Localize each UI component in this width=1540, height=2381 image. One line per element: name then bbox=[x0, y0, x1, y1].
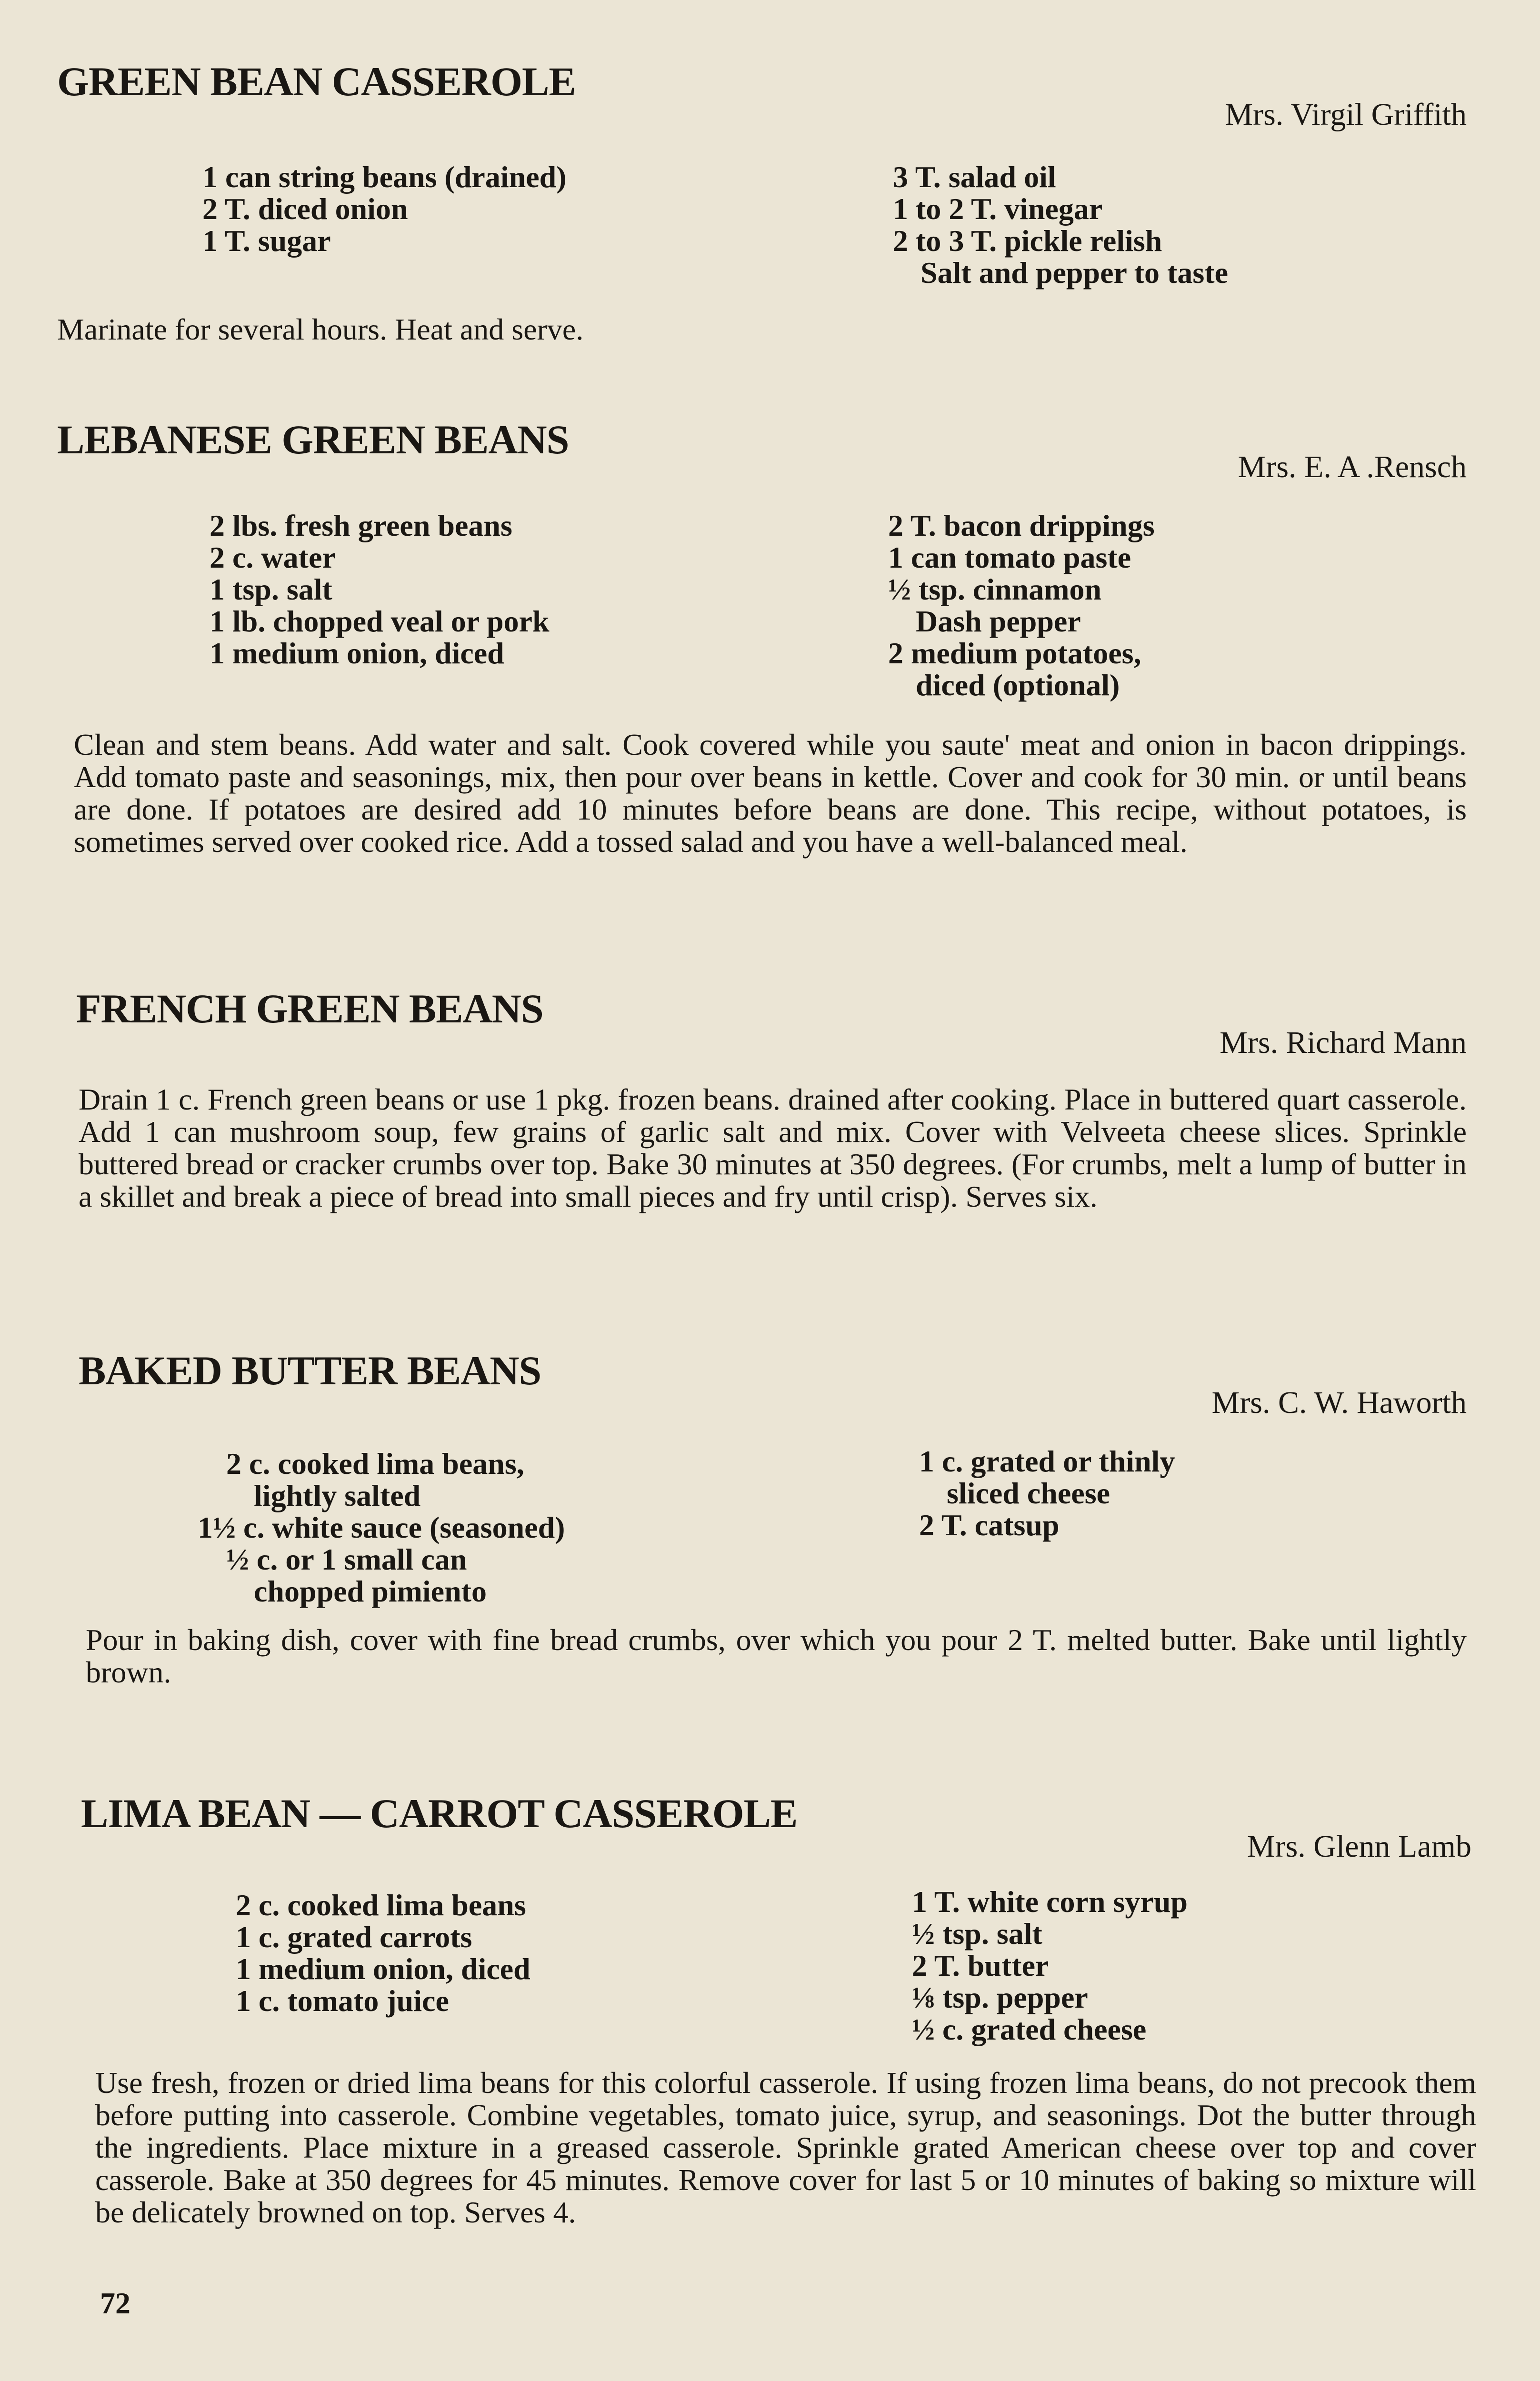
ingredient: Dash pepper bbox=[916, 604, 1081, 638]
ingredient: ½ tsp. salt bbox=[912, 1917, 1042, 1951]
ingredient: ½ c. grated cheese bbox=[912, 2012, 1147, 2046]
ingredient: 1 c. grated carrots bbox=[236, 1920, 472, 1954]
ingredient: 2 T. butter bbox=[912, 1949, 1049, 1982]
ingredient: 1 medium onion, diced bbox=[210, 636, 504, 670]
ingredient: 2 T. bacon drippings bbox=[888, 509, 1155, 542]
ingredient: 2 c. water bbox=[210, 540, 336, 574]
ingredients-left bbox=[210, 510, 550, 669]
ingredient: 2 T. catsup bbox=[919, 1508, 1060, 1542]
recipe-author: Mrs. E. A .Rensch bbox=[1238, 450, 1467, 484]
ingredients-right bbox=[919, 1445, 1175, 1541]
recipe-directions: Marinate for several hours. Heat and serve. bbox=[57, 312, 584, 346]
ingredient: Salt and pepper to taste bbox=[920, 256, 1228, 290]
recipe-author: Mrs. C. W. Haworth bbox=[1211, 1385, 1467, 1420]
recipe-green-bean-casserole bbox=[57, 61, 1467, 356]
ingredients-right bbox=[893, 161, 1228, 289]
recipe-lima-bean-carrot-casserole bbox=[57, 1791, 1476, 2279]
page-number: 72 bbox=[100, 2286, 130, 2320]
ingredient: ½ tsp. cinnamon bbox=[888, 572, 1102, 606]
ingredient: 1 lb. chopped veal or pork bbox=[210, 604, 550, 638]
ingredients-left bbox=[202, 161, 567, 257]
recipe-author: Mrs. Glenn Lamb bbox=[1247, 1829, 1471, 1864]
ingredient: 2 medium potatoes, bbox=[888, 636, 1141, 670]
ingredient: 2 lbs. fresh green beans bbox=[210, 509, 512, 542]
ingredients-right bbox=[912, 1886, 1188, 2045]
recipe-author: Mrs. Richard Mann bbox=[1220, 1025, 1467, 1060]
ingredients-left bbox=[198, 1447, 565, 1608]
ingredient: 2 to 3 T. pickle relish bbox=[893, 224, 1162, 258]
ingredient: sliced cheese bbox=[947, 1476, 1110, 1510]
recipe-directions: Use fresh, frozen or dried lima beans for this colorful casserole. If using frozen lima beans, do not precook them before putting into casserole. Combine vegetables, tomato juice, syrup, and seasonings. Dot the butter through the ingredients. Place mixture in a greased casserole. Sprinkle grated American cheese over top and cover casserole. Bake at 350 degrees for 45 minutes. Remove cover for last 5 or 10 minutes of baking so mixture will be delicately browned on top. Serves 4. bbox=[95, 2066, 1476, 2229]
recipe-title: BAKED BUTTER BEANS bbox=[79, 1348, 541, 1393]
recipe-title: GREEN BEAN CASSEROLE bbox=[57, 59, 576, 104]
recipe-french-green-beans bbox=[57, 988, 1467, 1264]
recipe-directions: Pour in baking dish, cover with fine bread crumbs, over which you pour 2 T. melted butter. Bake until lightly brown. bbox=[86, 1623, 1467, 1689]
recipe-title: FRENCH GREEN BEANS bbox=[76, 986, 543, 1031]
ingredient: 1 T. white corn syrup bbox=[912, 1885, 1188, 1919]
ingredient: ½ c. or 1 small can bbox=[226, 1542, 467, 1576]
ingredient: 1 T. sugar bbox=[202, 224, 331, 258]
recipe-title: LEBANESE GREEN BEANS bbox=[57, 417, 569, 462]
recipe-lebanese-green-beans bbox=[57, 419, 1467, 905]
ingredient: 1½ c. white sauce (seasoned) bbox=[198, 1511, 565, 1544]
ingredient: 1 c. grated or thinly bbox=[919, 1444, 1175, 1478]
ingredient: 1 to 2 T. vinegar bbox=[893, 192, 1103, 226]
ingredients-left bbox=[236, 1889, 530, 2017]
recipe-title: LIMA BEAN — CARROT CASSEROLE bbox=[81, 1791, 798, 1836]
ingredient: ⅛ tsp. pepper bbox=[912, 1981, 1088, 2014]
ingredients-right bbox=[888, 510, 1155, 701]
ingredient: 1 can tomato paste bbox=[888, 540, 1131, 574]
ingredient: 1 medium onion, diced bbox=[236, 1952, 530, 1986]
ingredient: 2 T. diced onion bbox=[202, 192, 408, 226]
ingredient: 2 c. cooked lima beans, bbox=[226, 1447, 524, 1481]
recipe-baked-butter-beans bbox=[57, 1350, 1467, 1712]
recipe-author: Mrs. Virgil Griffith bbox=[1225, 97, 1467, 132]
ingredient: 2 c. cooked lima beans bbox=[236, 1888, 526, 1922]
recipe-directions: Clean and stem beans. Add water and salt. Cook covered while you saute' meat and onion in bacon drippings. Add tomato paste and seasonings, mix, then pour over beans in kettle. Cover and cook for 30 min. or until beans are done. If potatoes are desired add 10 minutes before beans are done. This recipe, without potatoes, is sometimes served over cooked rice. Add a tossed salad and you have a well-balanced meal. bbox=[74, 728, 1467, 859]
ingredient: diced (optional) bbox=[916, 668, 1120, 702]
ingredient: chopped pimiento bbox=[254, 1574, 487, 1608]
ingredient: 1 tsp. salt bbox=[210, 572, 332, 606]
ingredient: lightly salted bbox=[254, 1479, 421, 1512]
ingredient: 1 c. tomato juice bbox=[236, 1984, 449, 2018]
ingredient: 3 T. salad oil bbox=[893, 160, 1056, 194]
ingredient: 1 can string beans (drained) bbox=[202, 160, 567, 194]
recipe-directions: Drain 1 c. French green beans or use 1 pkg. frozen beans. drained after cooking. Place in buttered quart casserole. Add 1 can mushroom soup, few grains of garlic salt and mix. Cover with Velveeta cheese slices. Sprinkle buttered bread or cracker crumbs over top. Bake 30 minutes at 350 degrees. (For crumbs, melt a lump of butter in a skillet and break a piece of bread into small pieces and fry until crisp). Serves six. bbox=[79, 1082, 1467, 1213]
